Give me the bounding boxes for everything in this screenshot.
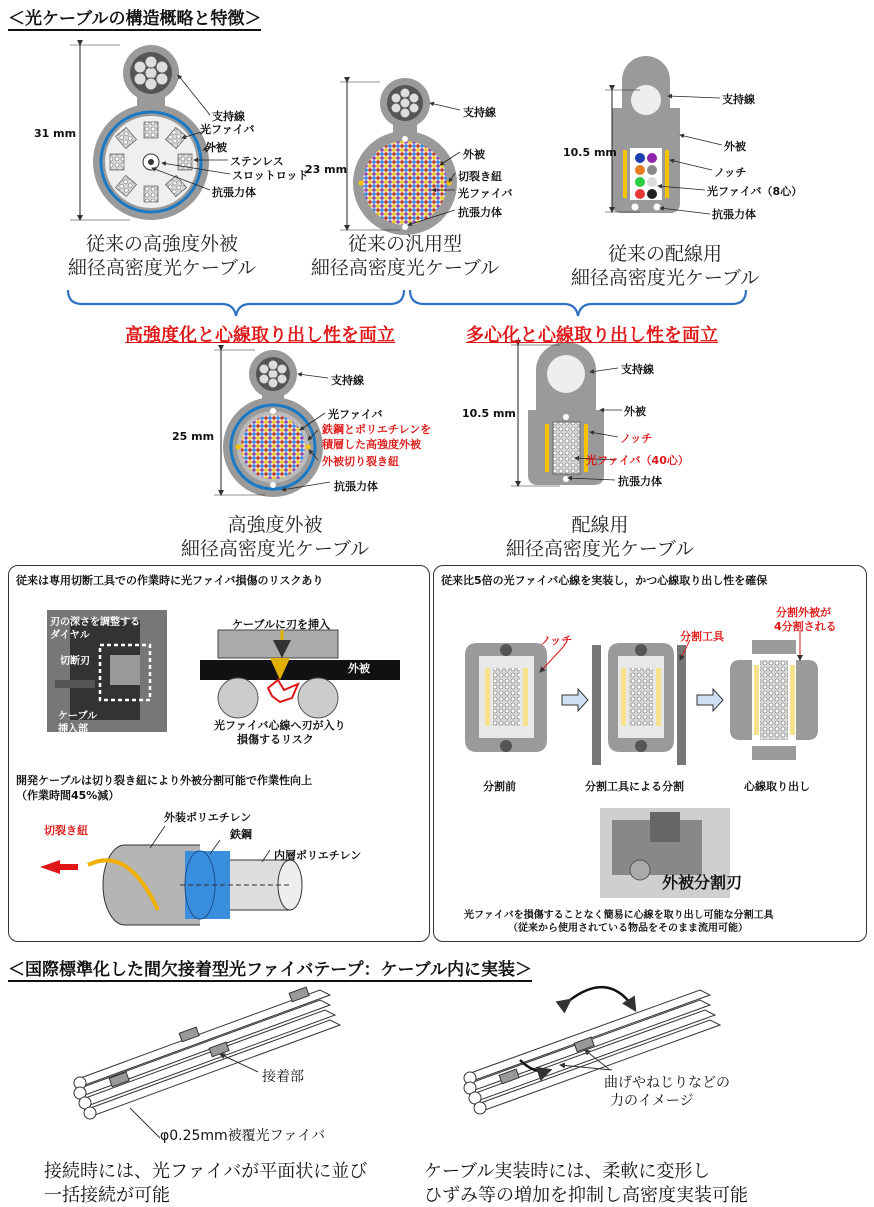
- force-label-1: 曲げやねじりなどの: [604, 1075, 730, 1091]
- panel-left-body: [14, 597, 434, 932]
- braces: [68, 290, 746, 316]
- panel-right-header: 従来比5倍の光ファイバ心線を実装し，かつ心線取り出し性を確保: [441, 574, 768, 587]
- photo-label: ケーブル: [58, 711, 98, 722]
- cable-b-drawing: [340, 78, 460, 235]
- cable-a-label: 支持線: [212, 110, 245, 123]
- cable-b-label: 抗張力体: [458, 206, 502, 219]
- right-desc-1: ケーブル実装時には、柔軟に変形し: [424, 1161, 711, 1182]
- right-desc-2: ひずみ等の増加を抑制し高密度実装可能: [424, 1185, 748, 1206]
- cable-d-label: 外被切り裂き紐: [322, 455, 399, 468]
- photo-label: ダイヤル: [50, 630, 90, 641]
- cable-e-dimension: 10.5 mm: [462, 407, 516, 420]
- cable-b-label: 外被: [463, 148, 485, 161]
- cable-c-dimension: 10.5 mm: [563, 146, 617, 159]
- cable-b-dimension: 23 mm: [305, 163, 348, 176]
- cable-d-dimension: 25 mm: [172, 430, 215, 443]
- insert-label: ケーブルに刃を挿入: [232, 618, 331, 631]
- photo-label: 刃の深さを調整する: [50, 617, 140, 628]
- bond-label: 接着部: [262, 1069, 304, 1085]
- tool-foot-1: 光ファイバを損傷することなく簡易に心線を取り出し可能な分割工具: [464, 910, 774, 921]
- cable-c-label: 支持線: [722, 93, 755, 106]
- inner-pe-label: 内層ポリエチレン: [274, 849, 362, 862]
- cable-a-label: 外被: [205, 141, 227, 154]
- cable-b-label: 切裂き紐: [458, 170, 502, 183]
- steel-label: 鉄鋼: [230, 828, 252, 841]
- photo-label: 挿入部: [58, 724, 88, 735]
- dev-line-1: 開発ケーブルは切り裂き紐により外被分割可能で作業性向上: [16, 774, 313, 787]
- panel-left-header: 従来は専用切断工具での作業時に光ファイバ損傷のリスクあり: [16, 574, 324, 587]
- cable-d-label: 支持線: [331, 374, 364, 387]
- left-desc-2: 一括接続が可能: [44, 1185, 170, 1206]
- cable-c-label: 光ファイバ（8心）: [707, 185, 803, 198]
- sheath-label: 外被: [348, 662, 370, 675]
- cable-e-label: ノッチ: [620, 432, 653, 445]
- step-2-label: 分割工具による分割: [585, 780, 684, 793]
- cable-e-label: 支持線: [621, 363, 654, 376]
- cable-b-label: 光ファイバ: [458, 187, 513, 200]
- cable-d-caption: 高強度外被 細径高密度光ケーブル: [180, 514, 370, 560]
- cable-c-label: 抗張力体: [712, 208, 756, 221]
- cable-b-label: 支持線: [463, 106, 496, 119]
- dev-line-2: （作業時間45%減）: [16, 789, 120, 802]
- section-title-ribbon: ＜国際標準化した間欠接着型光ファイバテープ：ケーブル内に実装＞: [8, 955, 532, 982]
- tool-label: 分割工具: [680, 630, 724, 643]
- ribbon-left: [74, 987, 340, 1138]
- split-note-2: 4分割される: [774, 620, 837, 633]
- cable-a-label: スロットロッド: [232, 169, 309, 182]
- cable-e-label: 外被: [624, 405, 646, 418]
- cable-a-label: 光ファイバ: [200, 123, 255, 136]
- tear-cord-label: 切裂き紐: [44, 824, 88, 837]
- risk-label-1: 光ファイバ心線へ刃が入り: [214, 719, 346, 732]
- cable-d-label: 光ファイバ: [328, 408, 383, 421]
- section-title-structure: ＜光ケーブルの構造概略と特徴＞: [8, 4, 261, 31]
- cable-b-caption: 従来の汎用型 細径高密度光ケーブル: [310, 233, 500, 279]
- split-note-1: 分割外被が: [776, 606, 831, 619]
- cable-e-label: 抗張力体: [618, 475, 662, 488]
- blade-label: 外被分割刃: [662, 873, 743, 892]
- photo-label: 切断刃: [60, 656, 90, 667]
- cable-c-label: 外被: [724, 140, 746, 153]
- force-label-2: 力のイメージ: [610, 1093, 694, 1109]
- cable-a-label: ステンレス: [230, 155, 284, 168]
- risk-label-2: 損傷するリスク: [237, 733, 314, 746]
- left-desc-1: 接続時には、光ファイバが平面状に並び: [44, 1161, 368, 1182]
- cable-c-drawing: [605, 56, 722, 214]
- cable-a-caption: 従来の高強度外被 細径高密度光ケーブル: [67, 233, 257, 279]
- notch-label: ノッチ: [540, 634, 573, 647]
- step-3-label: 心線取り出し: [744, 780, 810, 793]
- tool-foot-2: （従来から使用されている物品をそのまま流用可能）: [508, 923, 748, 934]
- cable-e-caption: 配線用 細径高密度光ケーブル: [505, 514, 695, 560]
- cable-a-label: 抗張力体: [212, 186, 256, 199]
- cable-c-label: ノッチ: [714, 166, 747, 179]
- headline-left: 高強度化と心線取り出し性を両立: [125, 325, 395, 346]
- cable-c-caption: 従来の配線用 細径高密度光ケーブル: [570, 243, 760, 289]
- cable-a-dimension: 31 mm: [34, 127, 77, 140]
- cable-d-label: 鉄鋼とポリエチレンを: [322, 423, 432, 436]
- step-1-label: 分割前: [483, 780, 516, 793]
- cable-d-label: 抗張力体: [334, 480, 378, 493]
- fiber-label: φ0.25mm被覆光ファイバ: [160, 1128, 326, 1144]
- outer-pe-label: 外装ポリエチレン: [164, 811, 252, 824]
- cable-d-label: 積層した高強度外被: [322, 438, 421, 451]
- headline-right: 多心化と心線取り出し性を両立: [466, 325, 718, 346]
- cable-e-label: 光ファイバ（40心）: [586, 454, 689, 467]
- cable-d-drawing: [214, 350, 330, 497]
